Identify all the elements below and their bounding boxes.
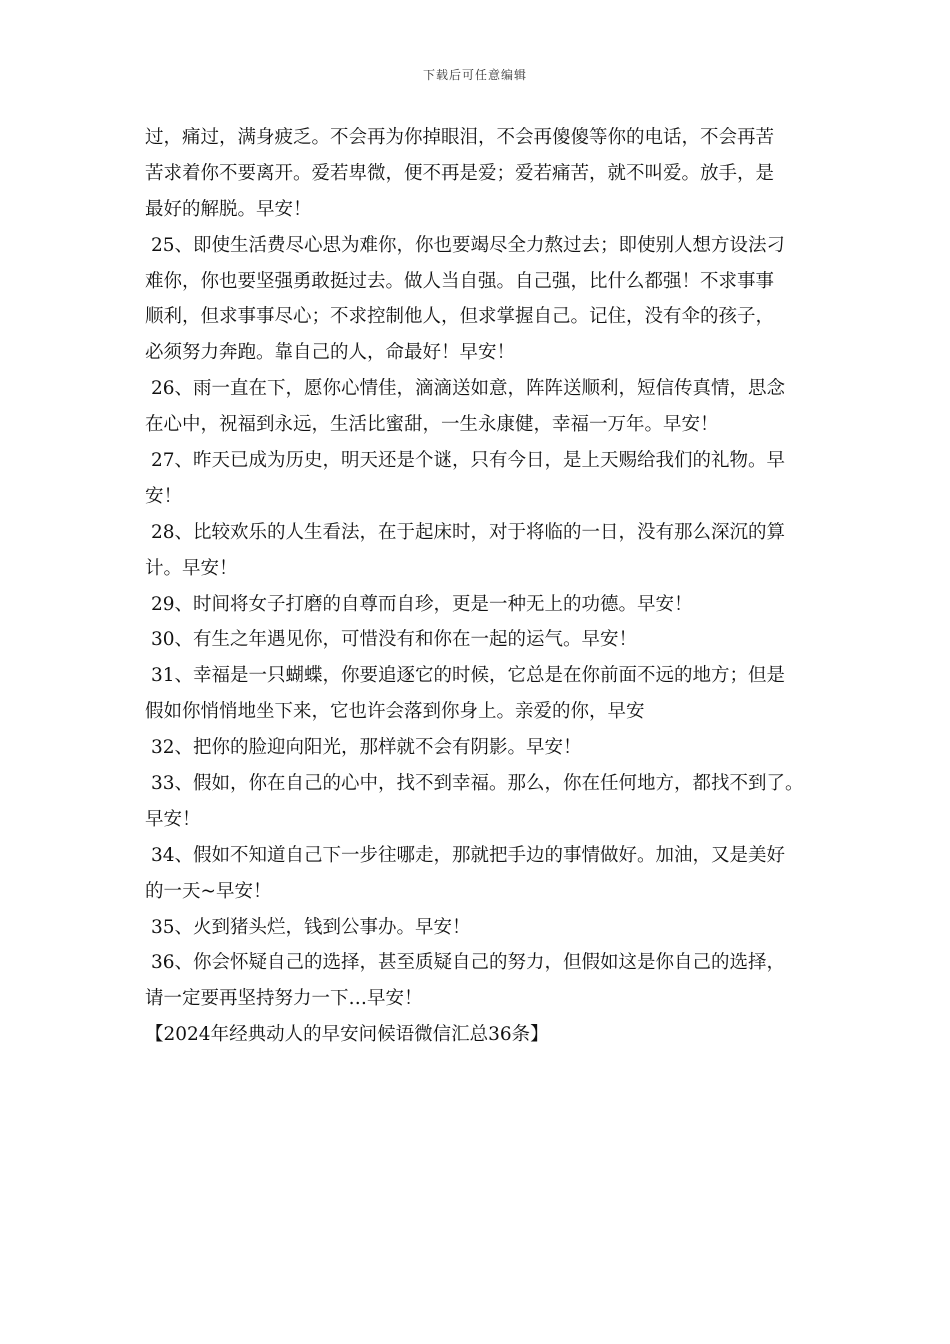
text-line: 早安！	[145, 808, 201, 830]
page-header: 下载后可任意编辑	[422, 68, 527, 82]
text-line: 最好的解脱。早安！	[145, 198, 312, 220]
text-line: 假如你悄悄地坐下来，它也许会落到你身上。亲爱的你，早安	[145, 701, 645, 723]
text-line: 请一定要再坚持努力一下…早安！	[145, 988, 423, 1010]
text-line: 30、有生之年遇见你，可惜没有和你在一起的运气。早安！	[151, 629, 638, 651]
text-line: 35、火到猪头烂，钱到公事办。早安！	[151, 916, 471, 938]
text-line: 难你，你也要坚强勇敢挺过去。做人当自强。自己强，比什么都强！不求事事	[145, 270, 775, 292]
text-line: 过，痛过，满身疲乏。不会再为你掉眼泪，不会再傻傻等你的电话，不会再苦	[145, 127, 775, 148]
text-line: 在心中，祝福到永远，生活比蜜甜，一生永康健，幸福一万年。早安！	[145, 414, 719, 436]
text-line: 必须努力奔跑。靠自己的人，命最好！早安！	[145, 342, 516, 364]
text-line: 安！	[145, 485, 183, 507]
text-line: 顺利，但求事事尽心；不求控制他人，但求掌握自己。记住，没有伞的孩子，	[145, 306, 775, 328]
text-line: 32、把你的脸迎向阳光，那样就不会有阴影。早安！	[151, 737, 582, 759]
text-line: 31、幸福是一只蝴蝶，你要追逐它的时候，它总是在你前面不远的地方；但是	[151, 665, 786, 687]
text-line: 27、昨天已成为历史，明天还是个谜，只有今日，是上天赐给我们的礼物。早	[151, 450, 786, 472]
text-line: 34、假如不知道自己下一步往哪走，那就把手边的事情做好。加油，又是美好	[151, 844, 786, 866]
text-line: 33、假如，你在自己的心中，找不到幸福。那么，你在任何地方，都找不到了。	[151, 773, 804, 795]
text-line: 苦求着你不要离开。爱若卑微，便不再是爱；爱若痛苦，就不叫爱。放手，是	[145, 162, 775, 184]
text-line: 25、即使生活费尽心思为难你，你也要竭尽全力熬过去；即使别人想方设法刁	[151, 234, 786, 256]
text-line: 28、比较欢乐的人生看法，在于起床时，对于将临的一日，没有那么深沉的算	[151, 521, 786, 543]
text-line: 的一天~早安！	[145, 880, 272, 902]
text-line: 36、你会怀疑自己的选择，甚至质疑自己的努力，但假如这是你自己的选择，	[151, 952, 786, 974]
text-line: 26、雨一直在下，愿你心情佳，滴滴送如意，阵阵送顺利，短信传真情，思念	[151, 378, 786, 400]
document-body	[145, 120, 825, 1053]
text-line: 【2024年经典动人的早安问候语微信汇总36条】	[145, 1024, 549, 1046]
text-line: 计。早安！	[145, 557, 238, 579]
text-line: 29、时间将女子打磨的自尊而自珍，更是一种无上的功德。早安！	[151, 593, 693, 615]
